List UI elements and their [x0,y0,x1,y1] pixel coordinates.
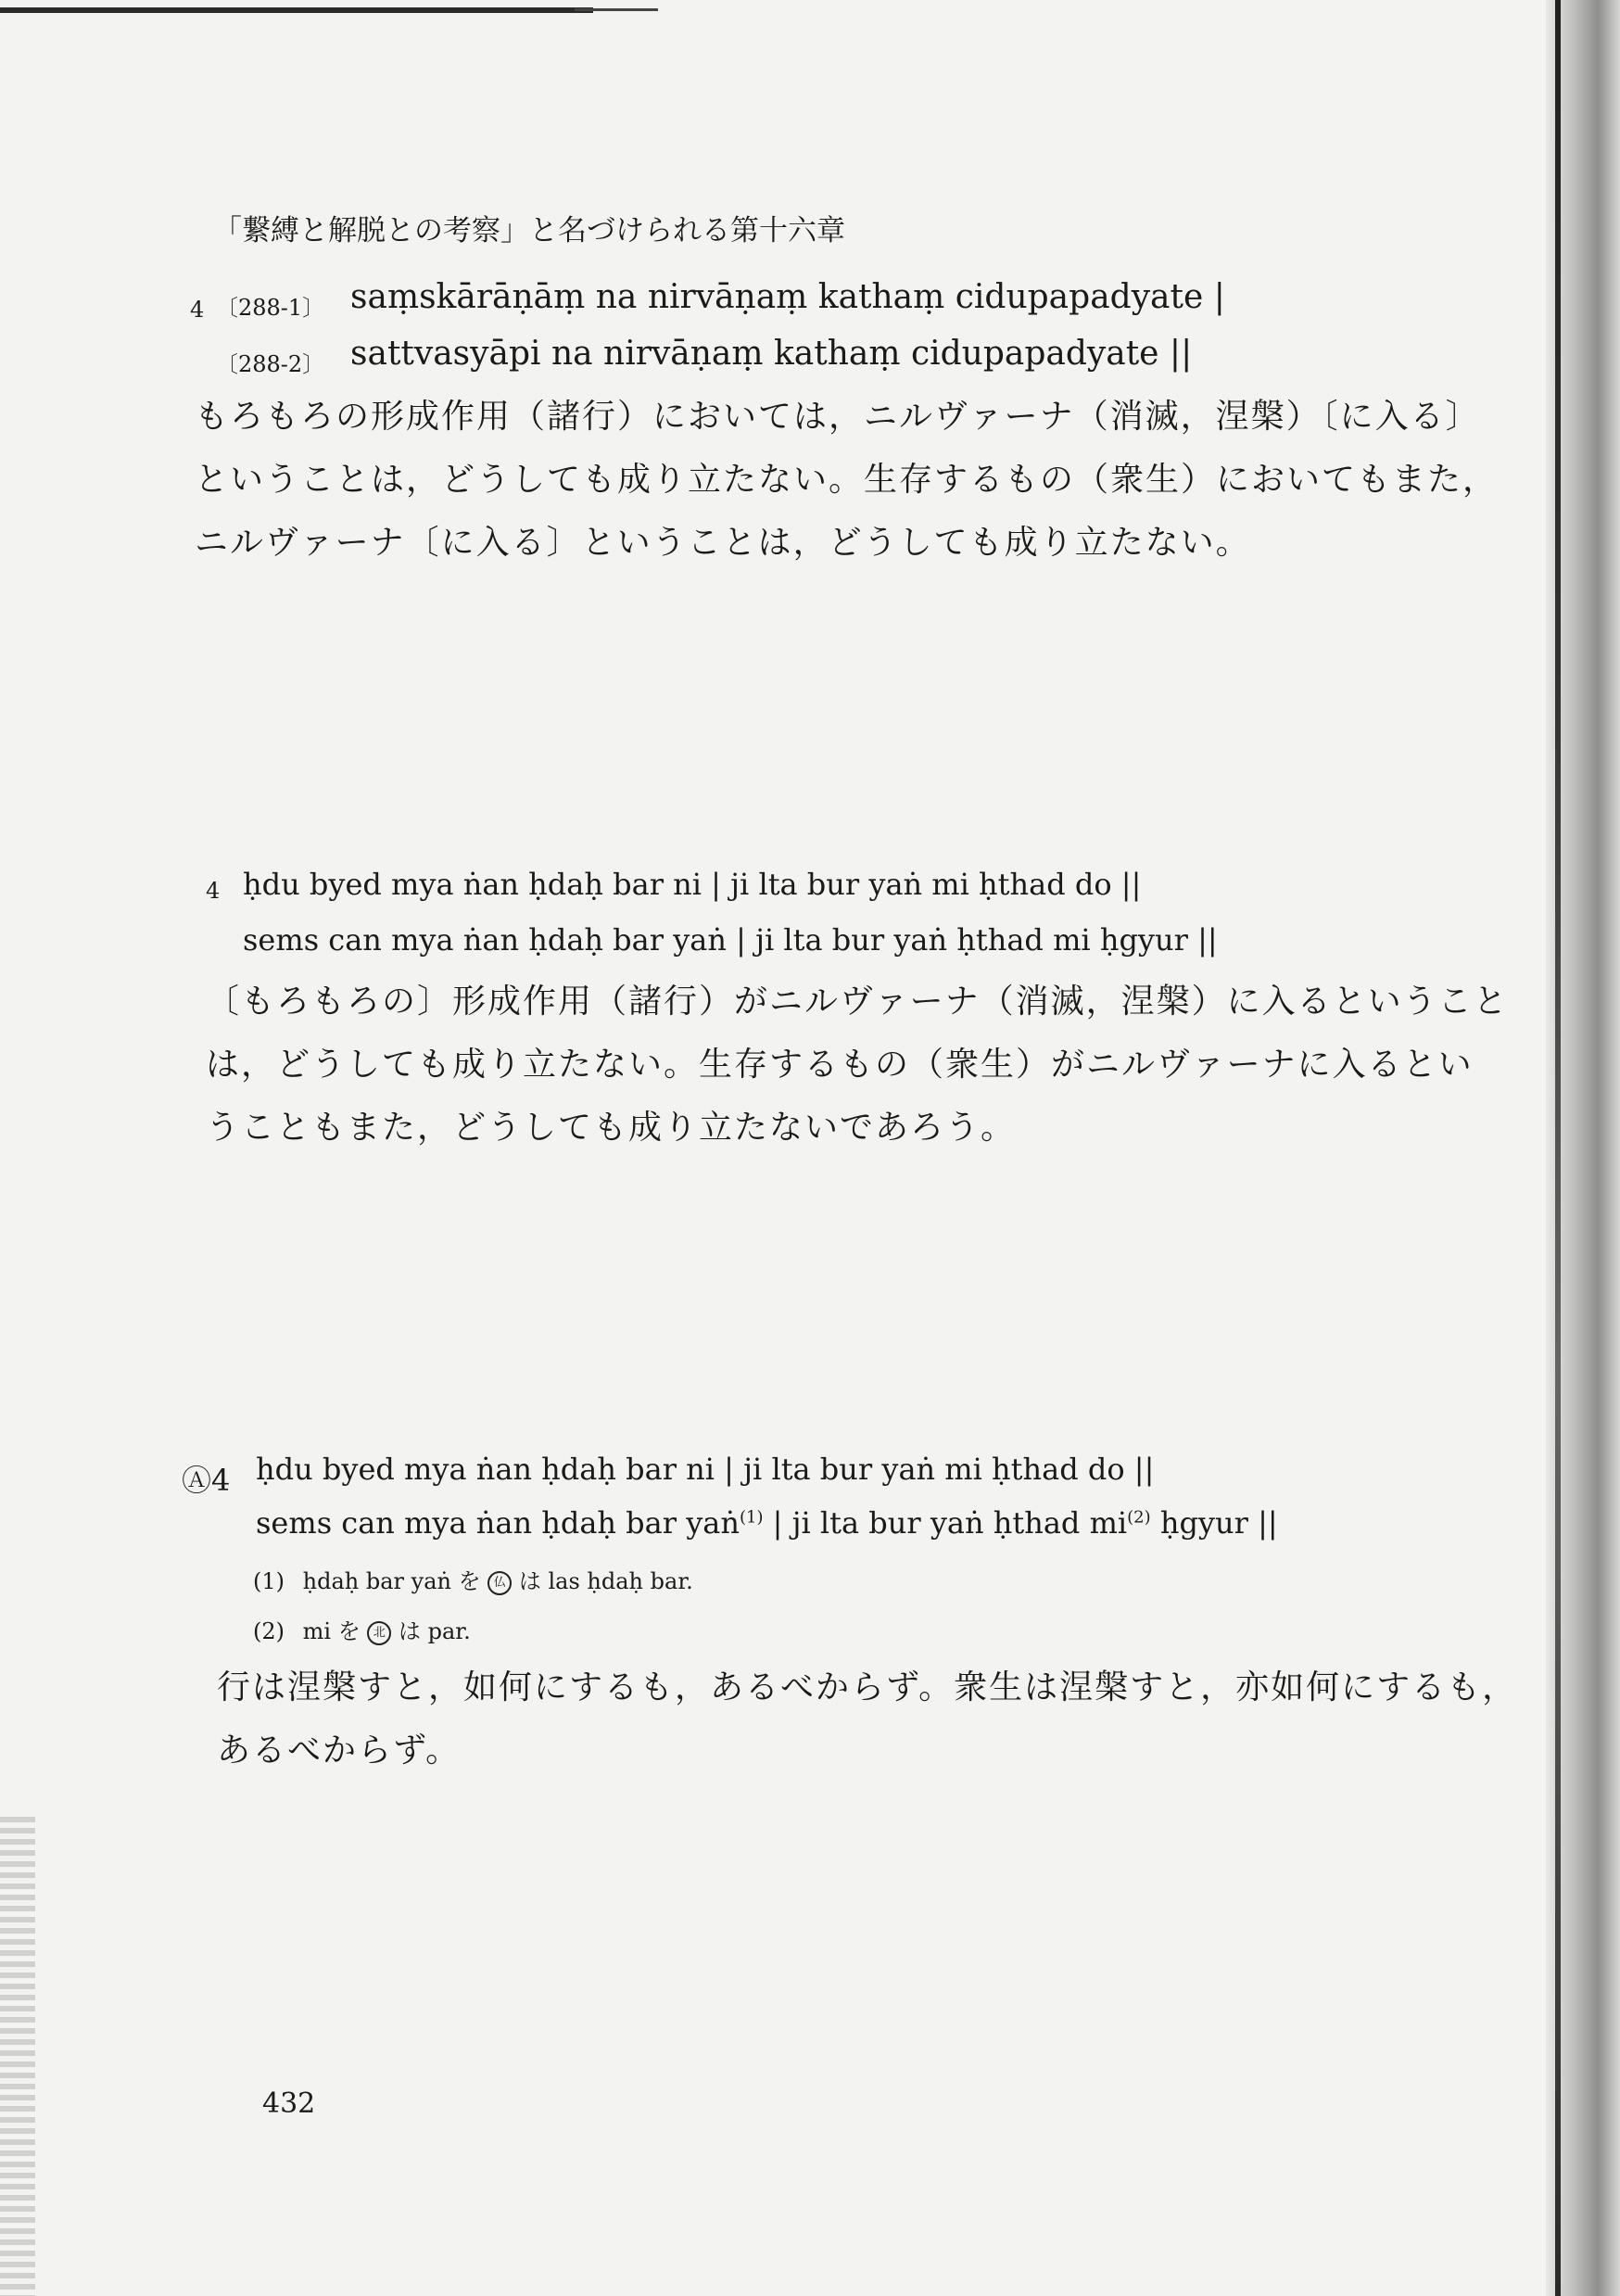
footnote-1-circled-mark: 仏 [487,1571,512,1595]
footnote-2-post: は par. [398,1618,471,1644]
footnote-2-circled-mark: 北 [367,1621,391,1645]
tibetan-line-1: ḥdu byed mya ṅan ḥdaḥ bar ni | ji lta bur yaṅ mi ḥthad do || [243,867,1142,902]
tibetan-line-2: sems can mya ṅan ḥdaḥ bar yaṅ | ji lta bur yaṅ ḥthad mi ḥgyur || [243,922,1218,958]
chinese-marker [182,1463,231,1498]
footnote-ref-2: (2) [1127,1507,1151,1528]
chinese-line-2-part-c: ḥgyur || [1150,1505,1278,1541]
footnote-2 [253,1620,471,1645]
chinese-verse-number: 4 [211,1463,231,1498]
footnote-1-pre: ḥdaḥ bar yaṅ を [302,1568,481,1594]
chapter-header: 「繋縛と解脱との考察」と名づけられる第十六章 [213,214,845,247]
chinese-line-2-part-b: | ji lta bur yaṅ ḥthad mi [763,1505,1128,1541]
footnote-1-post: は las ḥdaḥ bar. [518,1568,693,1594]
tibetan-translation-line-3: うこともまた，どうしても成り立たないであろう。 [206,1109,1017,1147]
tibetan-translation-line-2: は，どうしても成り立たない。生存するもの（衆生）がニルヴァーナに入るとい [206,1046,1474,1084]
scan-left-edge-marks [0,1817,35,2296]
sanskrit-ref-2: 〔288-2〕 [216,351,325,377]
page-number: 432 [262,2087,316,2120]
sanskrit-verse-number: 4 [190,297,205,323]
footnote-2-number: (2) [253,1618,285,1644]
sanskrit-line-2: sattvasyāpi na nirvāṇaṃ kathaṃ cidupapadyate || [350,335,1193,373]
sanskrit-ref-1: 〔288-1〕 [216,295,325,321]
circled-a-marker: Ⓐ [182,1463,212,1498]
tibetan-translation-line-1: 〔もろもろの〕形成作用（諸行）がニルヴァーナ（消滅，涅槃）に入るということ [206,983,1509,1021]
sanskrit-translation-line-2: ということは，どうしても成り立たない。生存するもの（衆生）においてもまた， [195,461,1499,499]
chinese-translation-line-1: 行は涅槃すと，如何にするも，あるべからず。衆生は涅槃すと，亦如何にするも， [217,1668,1518,1706]
tibetan-verse-number: 4 [206,878,221,904]
footnote-1-number: (1) [253,1568,285,1594]
chinese-translation-line-2: あるべからず。 [217,1732,462,1770]
chinese-line-1: ḥdu byed mya ṅan ḥdaḥ bar ni | ji lta bur yaṅ mi ḥthad do || [256,1452,1155,1487]
chinese-line-2-part-a: sems can mya ṅan ḥdaḥ bar yaṅ [256,1505,740,1541]
sanskrit-translation-line-1: もろもろの形成作用（諸行）においては，ニルヴァーナ（消滅，涅槃）〔に入る〕 [195,398,1481,436]
sanskrit-line-1: saṃskārāṇāṃ na nirvāṇaṃ kathaṃ cidupapadyate | [350,278,1225,316]
footnote-ref-1: (1) [739,1507,764,1528]
scan-top-rule [0,7,593,13]
chinese-line-2 [256,1505,1278,1541]
scan-top-rule-fragment [575,8,658,11]
footnote-2-pre: mi を [302,1618,361,1644]
footnote-1 [253,1570,693,1595]
sanskrit-translation-line-3: ニルヴァーナ〔に入る〕ということは，どうしても成り立たない。 [195,524,1251,562]
book-spine-edge [1555,0,1561,2296]
